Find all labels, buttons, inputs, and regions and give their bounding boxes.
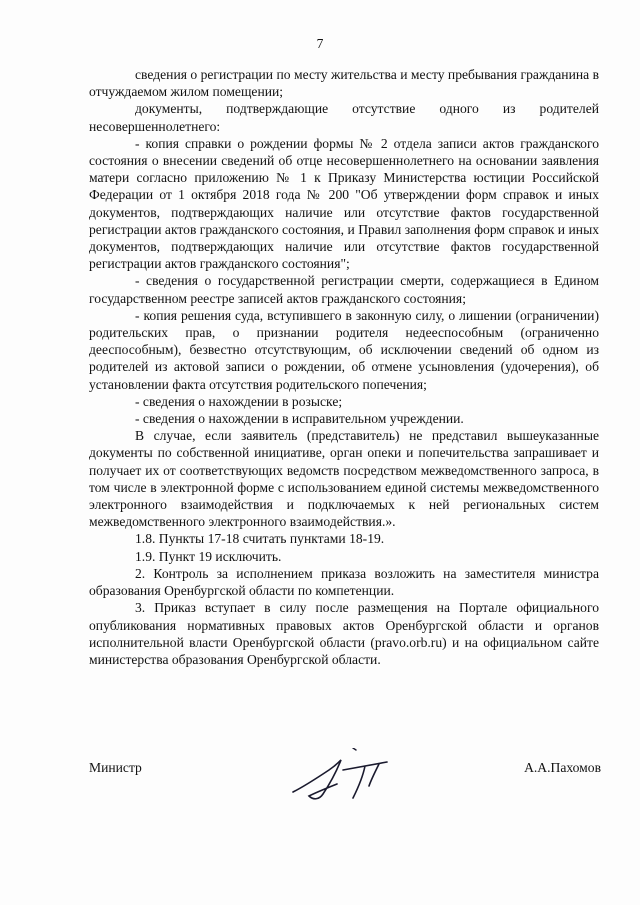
page-number: 7: [316, 36, 324, 51]
signatory-position: Министр: [89, 760, 142, 775]
paragraph-item-3-effective: 3. Приказ вступает в силу после размещения на Портале официального опубликования нормативных правовых актов Оренбургской области и органов исполнительной власти Оренбургской области (pravo.orb.ru) и на официальном сайте министерства образования Оренбургской области.: [89, 600, 599, 667]
handwritten-signature: [283, 748, 413, 808]
document-body: [89, 66, 599, 668]
signatory-name: А.А.Пахомов: [524, 760, 601, 775]
paragraph-item-1-8: 1.8. Пункты 17-18 считать пунктами 18-19.: [135, 531, 385, 547]
paragraph-court-decision: - копия решения суда, вступившего в законную силу, о лишении (ограничении) родительских прав, о признании родителя недееспособным (ограниченно дееспособным), безвестно отсутствующим, об исключении сведений об одном из родителей из актовой записи о рождении, об отмене усыновления (удочерения), об установлении факта отсутствия родительского попечения;: [89, 307, 599, 392]
paragraph-interagency-request: В случае, если заявитель (представитель) не представил вышеуказанные документы по собственной инициативе, орган опеки и попечительства запрашивает и получает их от соответствующих ведомств посредством межведомственного запроса, в том числе в электронной форме с использованием единой системы межведомственного электронного взаимодействия и подключаемых к ней региональных систем межведомственного электронного взаимодействия.».: [89, 428, 599, 530]
paragraph-item-1-9: 1.9. Пункт 19 исключить.: [135, 548, 282, 564]
paragraph-death-registration: - сведения о государственной регистрации смерти, содержащиеся в Едином государственном реестре записей актов гражданского состояния;: [89, 273, 599, 306]
paragraph-wanted-list: - сведения о нахождении в розыске;: [135, 393, 343, 409]
paragraph-birth-certificate: - копия справки о рождении формы № 2 отдела записи актов гражданского состояния о внесении сведений об отце несовершеннолетнего на основании заявления матери согласно приложению № 1 к Приказу Министерства юстиции Российской Федерации от 1 октября 2018 года № 200 "Об утверждении форм справок и иных документов, подтверждающих наличие или отсутствие фактов государственной регистрации актов гражданского состояния, и Правил заполнения форм справок и иных документов, подтверждающих наличие или отсутствие фактов государственной регистрации актов гражданского состояния";: [89, 135, 599, 272]
paragraph-item-2-control: 2. Контроль за исполнением приказа возложить на заместителя министра образования Оренбургской области по компетенции.: [89, 565, 599, 599]
paragraph-correctional-facility: - сведения о нахождении в исправительном учреждении.: [135, 411, 464, 427]
paragraph-absence-documents: документы, подтверждающие отсутствие одного из родителей несовершеннолетнего:: [89, 101, 599, 134]
paragraph-registration-info: сведения о регистрации по месту жительства и месту пребывания гражданина в отчуждаемом жилом помещении;: [89, 67, 599, 100]
